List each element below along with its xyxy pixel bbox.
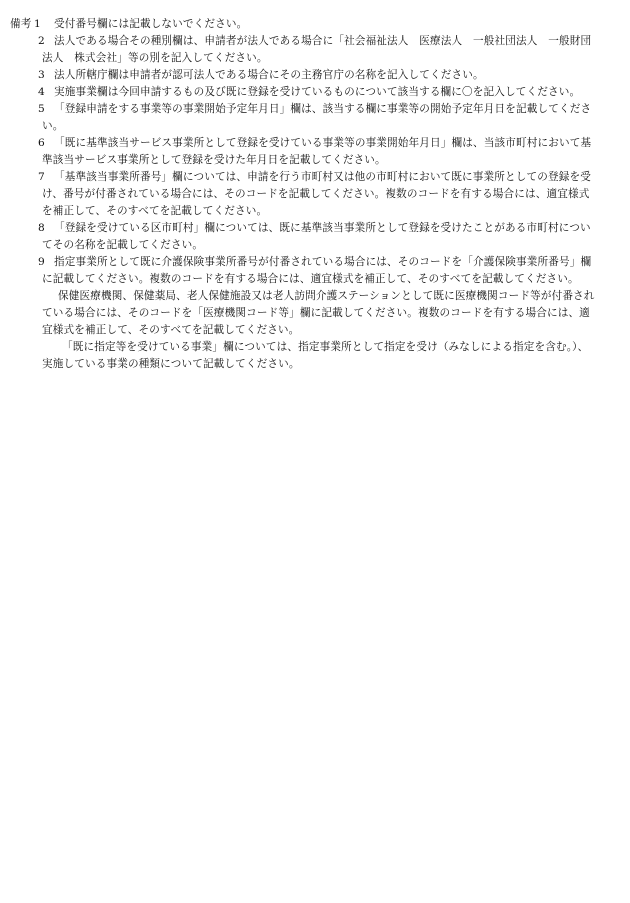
remark-item-3 [10, 67, 618, 84]
remark-text-line: 実施事業欄は今回申請するもの及び既に登録を受けているものについて該当する欄に〇を記入してください。 [54, 86, 581, 98]
remark-number: 4 [38, 86, 45, 98]
remark-number: 7 [38, 171, 45, 183]
remark-paragraph-designated-business [10, 339, 618, 373]
remark-number: 2 [38, 35, 45, 47]
remark-text-line: ている場合には、そのコードを「医療機関コード等」欄に記載してください。複数のコードを有する場合には、適 [42, 307, 590, 319]
remark-item-8 [10, 220, 618, 254]
remark-text-line: 宜様式を補正して、そのすべてを記載してください。 [42, 324, 300, 336]
remark-number: 6 [38, 137, 45, 149]
remark-item-9 [10, 254, 618, 288]
remark-text-line: 保健医療機関、保健薬局、老人保健施設又は老人訪問介護ステーションとして既に医療機関コード等が付番され [58, 290, 595, 302]
remark-text-line: 法人 株式会社」等の別を記入してください。 [42, 52, 268, 64]
remark-text-line: 「登録を受けている区市町村」欄については、既に基準該当事業所として登録を受けたことがある市町村につい [54, 222, 591, 234]
remark-item-2 [10, 33, 618, 67]
remark-number: 8 [38, 222, 45, 234]
remarks-heading: 備考 [10, 18, 32, 30]
remark-text-line: 法人所轄庁欄は申請者が認可法人である場合にその主務官庁の名称を記入してください。 [54, 69, 484, 81]
remark-text-line: を補正して、そのすべてを記載してください。 [42, 205, 268, 217]
remark-text-line: 準該当サービス事業所として登録を受けた年月日を記載してください。 [42, 154, 386, 166]
remark-text-line: け、番号が付番されている場合には、そのコードを記載してください。複数のコードを有する場合には、適宜様式 [42, 188, 590, 200]
remark-text-line: い。 [42, 120, 64, 132]
remark-text-line: 実施している事業の種類について記載してください。 [42, 358, 300, 370]
remark-item-6 [10, 135, 618, 169]
remark-text-line: てその名称を記載してください。 [42, 239, 204, 251]
remark-text-line: 受付番号欄には記載しないでください。 [54, 18, 248, 30]
remark-number: 9 [38, 256, 45, 268]
remark-text-line: 「既に基準該当サービス事業所として登録を受けている事業等の事業開始年月日」欄は、当該市町村において基 [54, 137, 592, 149]
remark-text-line: 「既に指定等を受けている事業」欄については、指定事業所として指定を受け（みなしによる指定を含む。）、 [62, 341, 589, 353]
remark-text-line: 法人である場合その種別欄は、申請者が法人である場合に「社会福祉法人 医療法人 一般社団法人 一般財団 [54, 35, 592, 47]
remarks-section [10, 16, 618, 373]
remark-item-4 [10, 84, 618, 101]
remark-item-1 [10, 16, 618, 33]
remark-text-line: 「基準該当事業所番号」欄については、申請を行う市町村又は他の市町村において既に事業所としての登録を受 [54, 171, 591, 183]
remark-number: 1 [34, 18, 41, 30]
remark-item-5 [10, 101, 618, 135]
remark-text-line: 指定事業所として既に介護保険事業所番号が付番されている場合には、そのコードを「介護保険事業所番号」欄 [54, 256, 592, 268]
remark-item-7 [10, 169, 618, 220]
remark-number: 5 [38, 103, 45, 115]
remark-number: 3 [38, 69, 45, 81]
remark-paragraph-medical-code [10, 288, 618, 339]
remark-text-line: 「登録申請をする事業等の事業開始予定年月日」欄は、該当する欄に事業等の開始予定年月日を記載してくださ [54, 103, 592, 115]
remark-text-line: に記載してください。複数のコードを有する場合には、適宜様式を補正して、そのすべてを記載してください。 [42, 273, 579, 285]
